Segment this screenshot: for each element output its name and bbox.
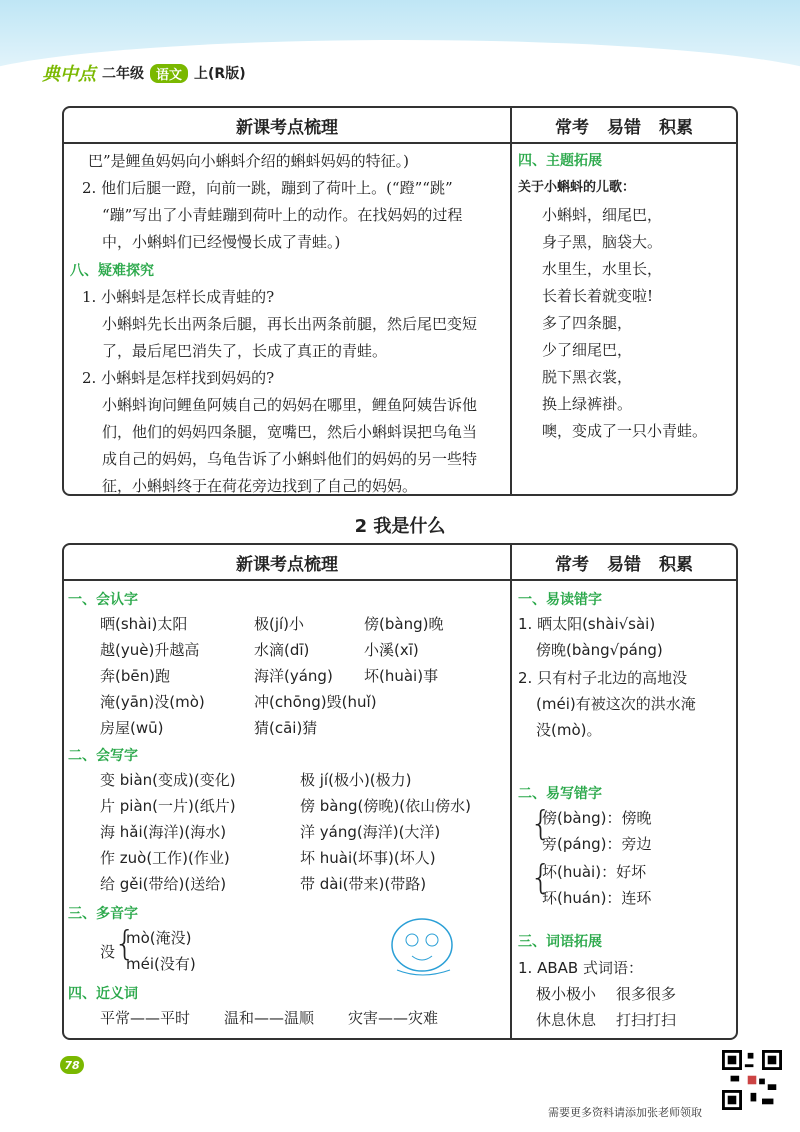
section-heading: 三、多音字 [68, 906, 138, 922]
title-word: 易错 [607, 554, 641, 575]
brand-logo: 典中点 [42, 64, 96, 85]
char-item: 极(jí)小 [254, 615, 305, 633]
word-item: 极小极小 [536, 985, 597, 1003]
title-word: 积累 [659, 117, 693, 138]
text-line: 巴”是鲤鱼妈妈向小蝌蚪介绍的蝌蚪妈妈的特征。) [88, 152, 410, 170]
section-heading: 四、主题拓展 [518, 153, 602, 169]
write-item: 极 jí(极小)(极力) [300, 771, 412, 789]
write-item: 傍 bàng(傍晚)(依山傍水) [300, 797, 471, 815]
answer-line: 成自己的妈妈，乌龟告诉了小蝌蚪他们的妈妈的另一些特 [102, 450, 478, 468]
brace-symbol: { [530, 858, 552, 898]
cartoon-illustration [372, 900, 472, 980]
char-item: 晒(shài)太阳 [100, 615, 188, 633]
easy-misread-item: 傍晚(bàng√páng) [536, 641, 663, 659]
song-line: 多了四条腿， [542, 314, 633, 332]
section-heading: 二、会写字 [68, 748, 138, 764]
section-heading: 一、会认字 [68, 592, 138, 608]
sentence-line: (méi)有被这次的洪水淹 [536, 695, 696, 713]
brace-symbol: { [114, 924, 136, 964]
title-word: 常考 [555, 117, 589, 138]
title-word: 常考 [555, 554, 589, 575]
polyphone-reading: méi(没有) [126, 955, 196, 973]
question: 2. 小蝌蚪是怎样找到妈妈的? [82, 369, 275, 387]
write-item: 海 hǎi(海洋)(海水) [100, 823, 227, 841]
easy-miswrite-item: 傍(bàng)：傍晚 [542, 809, 652, 827]
song-line: 身子黑，脑袋大。 [542, 233, 663, 251]
section-heading: 二、易写错字 [518, 786, 602, 802]
word-item: 休息休息 [536, 1011, 597, 1029]
synonym-pair: 平常——平时 [100, 1009, 191, 1027]
song-line: 小蝌蚪，细尾巴， [542, 206, 663, 224]
char-item: 奔(bēn)跑 [100, 667, 170, 685]
write-item: 给 gěi(带给)(送给) [100, 875, 227, 893]
section-heading: 八、疑难探究 [70, 263, 154, 279]
easy-miswrite-item: 环(huán)：连环 [542, 889, 652, 907]
song-line: 长着长着就变啦! [542, 287, 654, 305]
song-title: 关于小蝌蚪的儿歌： [518, 180, 636, 195]
song-line: 噢，变成了一只小青蛙。 [542, 422, 708, 440]
easy-miswrite-item: 坏(huài)：好坏 [542, 863, 647, 881]
box2-right-column [510, 545, 736, 1038]
box2-left-title: 新课考点梳理 [64, 545, 510, 581]
box1-right-title [512, 108, 736, 144]
text-line: 中，小蝌蚪们已经慢慢长成了青蛙。) [102, 233, 341, 251]
subject-badge: 语文 [150, 64, 188, 83]
easy-misread-item: 1. 晒太阳(shài√sài) [518, 615, 656, 633]
synonym-pair: 灾害——灾难 [348, 1009, 439, 1027]
write-item: 坏 huài(坏事)(坏人) [300, 849, 436, 867]
answer-line: 征，小蝌蚪终于在荷花旁边找到了自己的妈妈。 [102, 477, 418, 495]
song-line: 少了细尾巴， [542, 341, 633, 359]
title-word: 易错 [607, 117, 641, 138]
answer-line: 们，他们的妈妈四条腿，宽嘴巴，然后小蝌蚪误把乌龟当 [102, 423, 478, 441]
char-item: 海洋(yáng) [254, 667, 333, 685]
section-box-1 [62, 106, 738, 496]
title-word: 积累 [659, 554, 693, 575]
word-item: 很多很多 [616, 985, 677, 1003]
song-line: 换上绿裤褂。 [542, 395, 633, 413]
box1-left-title: 新课考点梳理 [64, 108, 510, 144]
answer-line: 小蝌蚪询问鲤鱼阿姨自己的妈妈在哪里，鲤鱼阿姨告诉他 [102, 396, 478, 414]
write-item: 片 piàn(一片)(纸片) [100, 797, 236, 815]
term-label: 上(R版) [194, 66, 246, 82]
sentence-line: 2. 只有村子北边的高地没 [518, 669, 688, 687]
write-item: 带 dài(带来)(带路) [300, 875, 427, 893]
char-item: 猜(cāi)猜 [254, 719, 318, 737]
box1-right-column [510, 108, 736, 494]
grade-label: 二年级 [102, 66, 144, 82]
page-number: 78 [60, 1056, 84, 1074]
question: 1. 小蝌蚪是怎样长成青蛙的? [82, 288, 275, 306]
answer-line: 了，最后尾巴消失了，长成了真正的青蛙。 [102, 342, 388, 360]
char-item: 傍(bàng)晚 [364, 615, 444, 633]
easy-miswrite-item: 旁(páng)：旁边 [542, 835, 652, 853]
section-heading: 四、近义词 [68, 986, 138, 1002]
box2-right-title [512, 545, 736, 581]
char-item: 水滴(dī) [254, 641, 310, 659]
brace-symbol: { [530, 804, 552, 844]
write-item: 作 zuò(工作)(作业) [100, 849, 230, 867]
lesson-title: 2 我是什么 [354, 516, 446, 537]
section-heading: 一、易读错字 [518, 592, 602, 608]
polyphone-reading: mò(淹没) [126, 929, 192, 947]
char-item: 小溪(xī) [364, 641, 419, 659]
sentence-line: 没(mò)。 [536, 721, 602, 739]
char-item: 坏(huài)事 [364, 667, 439, 685]
book-brand [42, 60, 246, 86]
polyphone-char: 没 [100, 943, 116, 961]
synonym-pair: 温和——温顺 [224, 1009, 315, 1027]
char-item: 房屋(wū) [100, 719, 164, 737]
word-item: 打扫打扫 [616, 1011, 677, 1029]
write-item: 洋 yáng(海洋)(大洋) [300, 823, 441, 841]
footer-note: 需要更多资料请添加张老师领取 [548, 1106, 702, 1119]
char-item: 淹(yān)没(mò) [100, 693, 205, 711]
qr-code-icon [722, 1050, 782, 1110]
section-heading: 三、词语拓展 [518, 934, 602, 950]
text-line: “蹦”写出了小青蛙蹦到荷叶上的动作。在找妈妈的过程 [102, 206, 463, 224]
char-item: 冲(chōng)毁(huǐ) [254, 693, 377, 711]
answer-line: 小蝌蚪先长出两条后腿，再长出两条前腿，然后尾巴变短 [102, 315, 478, 333]
write-item: 变 biàn(变成)(变化) [100, 771, 236, 789]
extension-title: 1. ABAB 式词语： [518, 959, 643, 977]
char-item: 越(yuè)升越高 [100, 641, 200, 659]
box1-left-column [64, 108, 510, 494]
song-line: 脱下黑衣裳， [542, 368, 633, 386]
text-line: 2. 他们后腿一蹬，向前一跳，蹦到了荷叶上。(“蹬”“跳” [82, 179, 453, 197]
song-line: 水里生，水里长， [542, 260, 663, 278]
